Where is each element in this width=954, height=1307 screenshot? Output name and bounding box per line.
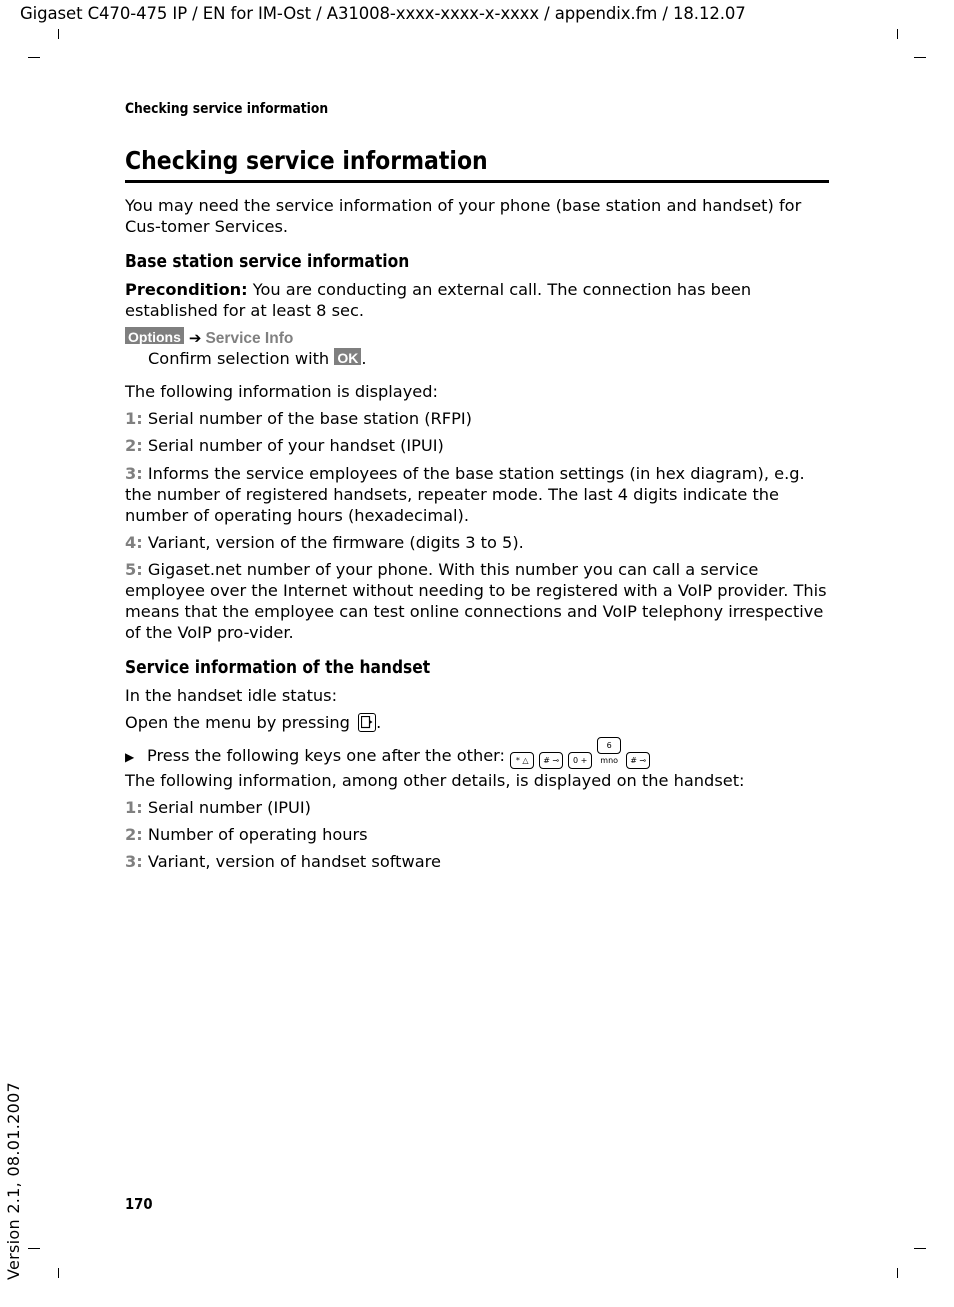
page-number: 170 [125,1195,153,1213]
star-key[interactable]: * △ [510,752,534,769]
item-number: 2: [125,436,143,455]
item-text: Gigaset.net number of your phone. With this number you can call a service employee over the Internet without needing to be registered with a VoIP provider. This means that the employee can test online connections and VoIP telephony irrespective of the VoIP pro-vider. [125,560,827,642]
item-text: Serial number of the base station (RFPI) [147,409,472,428]
service-info-menu-item[interactable]: Service Info [205,330,294,347]
press-keys-text: Press the following keys one after the other: [147,746,506,765]
hash-key[interactable]: # ⊸ [539,752,563,769]
file-header: Gigaset C470-475 IP / EN for IM-Ost / A31008-xxxx-xxxx-x-xxxx / appendix.fm / 18.12.07 [20,4,746,23]
press-keys-line [125,737,833,769]
item-text: Variant, version of the firmware (digits 3 to 5). [147,533,524,552]
list-item [125,797,833,818]
crop-mark [28,57,40,58]
base-section [125,251,833,272]
item-number: 5: [125,560,143,579]
menu-path-line [125,327,833,349]
zero-key[interactable]: 0 + [568,752,592,769]
intro-text: You may need the service information of your phone (base station and handset) for Cus-tomer Services. [125,196,802,236]
open-menu-period: . [376,713,382,732]
handset-heading: Service information of the handset [125,657,431,678]
list-item [125,532,833,553]
list-item [125,463,833,526]
ok-softkey[interactable]: OK [334,348,361,365]
open-menu-line [125,712,833,733]
page-title: Checking service information [125,146,488,175]
item-text: Number of operating hours [147,825,368,844]
arrow-icon: ➔ [188,329,202,347]
confirm-line [148,348,856,369]
six-key[interactable]: 6 mno [597,737,621,754]
crop-mark [58,29,59,39]
item-number: 2: [125,825,143,844]
options-softkey[interactable]: Options [125,327,184,344]
item-number: 4: [125,533,143,552]
menu-key-icon[interactable] [358,713,376,732]
handset-displayed-intro: The following information, among other details, is displayed on the handset: [125,771,745,790]
list-item [125,559,833,643]
displayed-intro [125,381,833,402]
precondition-text: You are conducting an external call. The connection has been established for at least 8 sec. [125,280,752,320]
confirm-text: Confirm selection with [148,349,330,368]
item-text: Serial number (IPUI) [147,798,311,817]
list-item [125,851,833,872]
handset-displayed-intro-line [125,770,833,791]
list-item [125,435,833,456]
precondition-label: Precondition: [125,280,248,299]
item-number: 3: [125,852,143,871]
handset-section [125,657,833,678]
base-displayed-intro: The following information is displayed: [125,382,438,401]
open-menu-text: Open the menu by pressing [125,713,350,732]
crop-mark [58,1268,59,1278]
crop-mark [897,1268,898,1278]
precondition-paragraph [125,279,833,321]
idle-line [125,685,833,706]
running-head: Checking service information [125,101,329,117]
item-number: 1: [125,409,143,428]
list-item [125,824,833,845]
list-item [125,408,833,429]
crop-mark [914,1248,926,1249]
item-text: Informs the service employees of the base station settings (in hex diagram), e.g. the number of registered handsets, repeater mode. The last 4 digits indicate the number of operating hours (hexadecimal). [125,464,805,525]
confirm-period: . [361,349,367,368]
hash-key[interactable]: # ⊸ [626,752,650,769]
title-rule [125,180,829,183]
crop-mark [914,57,926,58]
item-text: Serial number of your handset (IPUI) [147,436,444,455]
crop-mark [897,29,898,39]
item-number: 1: [125,798,143,817]
base-heading: Base station service information [125,251,410,272]
bullet-triangle-icon: ▶ [125,750,135,764]
version-label: Version 2.1, 08.01.2007 [4,1081,23,1280]
intro-paragraph [125,195,833,237]
crop-mark [28,1248,40,1249]
item-text: Variant, version of handset software [147,852,441,871]
idle-text: In the handset idle status: [125,686,338,705]
item-number: 3: [125,464,143,483]
